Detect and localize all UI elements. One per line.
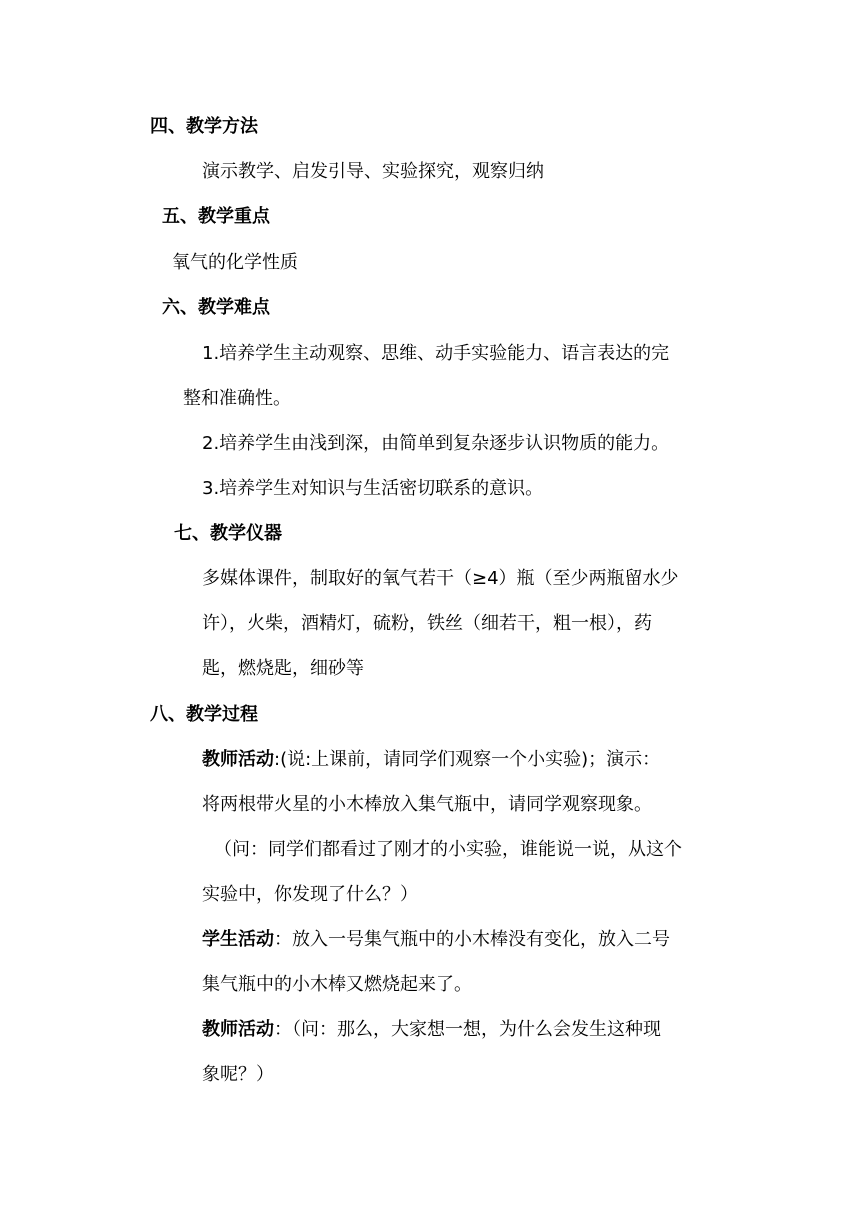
teaching-methods-text: 演示教学、启发引导、实验探究，观察归纳 [202, 161, 544, 182]
process-paragraph-2-line-1: （问：同学们都看过了刚才的小实验，谁能说一说，从这个 [214, 839, 682, 860]
process-paragraph-2-line-2: 实验中，你发现了什么？） [202, 884, 418, 905]
section-heading-instruments: 七、教学仪器 [174, 523, 282, 544]
difficulty-item-1-line-2: 整和准确性。 [183, 388, 291, 409]
student-activity-label: 学生活动 [202, 929, 274, 950]
difficulty-item-2: 2.培养学生由浅到深，由简单到复杂逐步认识物质的能力。 [202, 433, 670, 454]
process-paragraph-1-text: :(说:上课前，请同学们观察一个小实验)；演示： [274, 749, 661, 770]
teacher-activity-label: 教师活动 [202, 749, 274, 770]
difficulty-item-1-line-1: 1.培养学生主动观察、思维、动手实验能力、语言表达的完 [202, 343, 670, 364]
instruments-line-1: 多媒体课件，制取好的氧气若干（≥4）瓶（至少两瓶留水少 [202, 568, 679, 589]
section-heading-key-points: 五、教学重点 [162, 206, 270, 227]
process-paragraph-1-line-2: 将两根带火星的小木棒放入集气瓶中，请同学观察现象。 [202, 794, 652, 815]
process-paragraph-4-line-1 [202, 1018, 661, 1042]
process-paragraph-1-line-1 [202, 748, 660, 772]
process-paragraph-3-line-2: 集气瓶中的小木棒又燃烧起来了。 [202, 974, 472, 995]
teacher-activity-label: 教师活动 [202, 1019, 274, 1040]
instruments-line-3: 匙，燃烧匙，细砂等 [202, 658, 364, 679]
process-paragraph-3-text: ：放入一号集气瓶中的小木棒没有变化，放入二号 [274, 929, 670, 950]
section-heading-process: 八、教学过程 [150, 704, 258, 725]
difficulty-item-3: 3.培养学生对知识与生活密切联系的意识。 [202, 478, 544, 499]
process-paragraph-3-line-1 [202, 928, 670, 952]
section-heading-difficulties: 六、教学难点 [162, 297, 270, 318]
section-heading-teaching-methods: 四、教学方法 [150, 116, 258, 137]
key-points-text: 氧气的化学性质 [172, 252, 298, 273]
process-paragraph-4-text: ：（问：那么，大家想一想，为什么会发生这种现 [274, 1019, 661, 1040]
instruments-line-2: 许），火柴，酒精灯，硫粉，铁丝（细若干，粗一根），药 [202, 613, 652, 634]
process-paragraph-4-line-2: 象呢？） [202, 1064, 274, 1085]
